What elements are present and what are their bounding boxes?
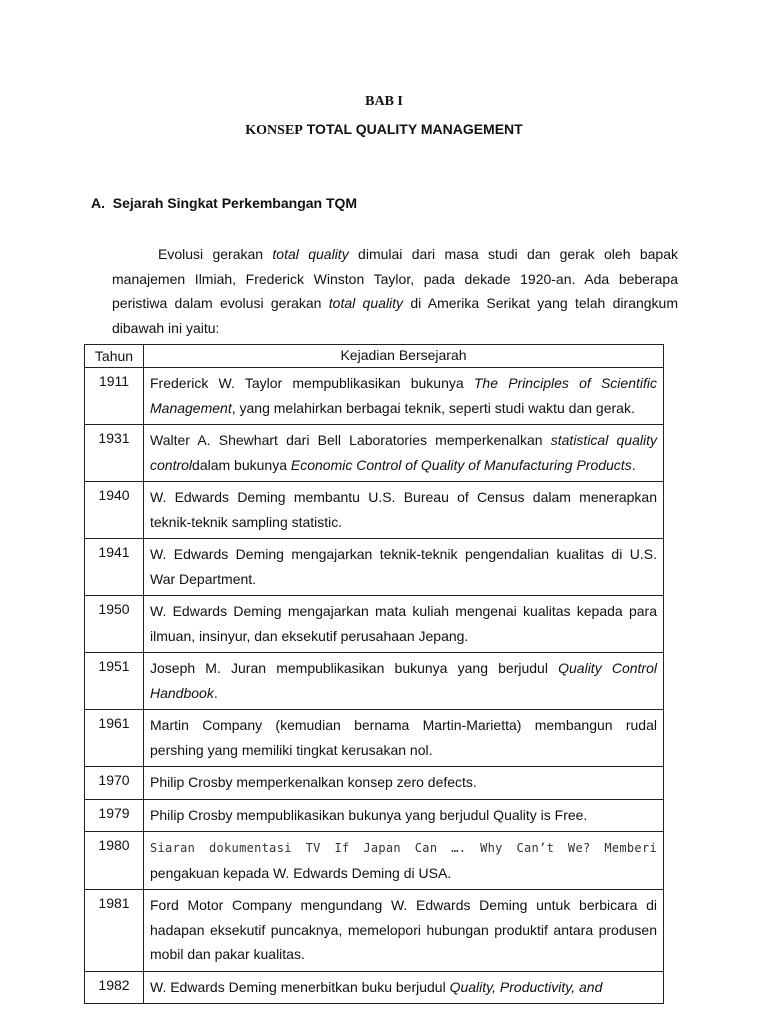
intro-text-1: Evolusi gerakan (158, 246, 273, 262)
row-event (144, 482, 664, 539)
event-i: statistical quality control (150, 432, 657, 473)
row-year: 1980 (85, 832, 144, 890)
row-event (144, 368, 664, 425)
chapter-title-rest: TOTAL QUALITY MANAGEMENT (306, 121, 523, 137)
intro-text-2: dimulai dari masa studi dan gerak oleh bapak manajemen Ilmiah, Frederick Winston Taylor, pada dekade 1920-an. Ada beberapa peristiwa dalam evolusi gerakan (112, 246, 678, 311)
row-year: 1961 (85, 710, 144, 767)
chapter-title (0, 121, 768, 139)
event-i: The Principles of Scientific Management (150, 375, 657, 416)
table-row (85, 596, 664, 653)
history-table (84, 344, 664, 1004)
row-event (144, 799, 664, 832)
row-event (144, 596, 664, 653)
row-event (144, 832, 664, 890)
event-a: Ford Motor Company mengundang W. Edwards Deming untuk berbicara di hadapan eksekutif puncaknya, memelopori hubungan produktif antara produsen mobil dan pakar kualitas. (150, 897, 657, 962)
event-m: Siaran dokumentasi TV If Japan Can …. Why Can’t We? Memberi (150, 841, 657, 855)
header-year: Tahun (85, 345, 144, 368)
row-event (144, 890, 664, 972)
event-a: W. Edwards Deming mengajarkan mata kuliah mengenai kualitas kepada para ilmuan, insinyur, dan eksekutif perusahaan Jepang. (150, 603, 657, 644)
table-row (85, 539, 664, 596)
event-a: Martin Company (kemudian bernama Martin-Marietta) membangun rudal pershing yang memiliki tingkat kerusakan nol. (150, 717, 657, 758)
row-year: 1979 (85, 799, 144, 832)
row-year: 1951 (85, 653, 144, 710)
table-row (85, 890, 664, 972)
event-i: Quality, Productivity, and (449, 978, 603, 995)
intro-term-2: total quality (328, 295, 404, 311)
row-year: 1940 (85, 482, 144, 539)
table-row (85, 971, 664, 1004)
event-a: W. Edwards Deming menerbitkan buku berjudul (150, 978, 450, 995)
event-b: dalam bukunya (192, 456, 291, 473)
row-year: 1970 (85, 767, 144, 800)
event-i2: Economic Control of Quality of Manufacturing Products (290, 456, 632, 473)
event-b: , yang melahirkan berbagai teknik, seperti studi waktu dan gerak. (231, 399, 635, 416)
event-b: . (213, 684, 218, 701)
row-year: 1950 (85, 596, 144, 653)
event-c: . (631, 456, 636, 473)
row-event (144, 539, 664, 596)
intro-text-3: di Amerika Serikat yang telah dirangkum dibawah ini yaitu: (112, 295, 678, 336)
event-a: W. Edwards Deming mengajarkan teknik-teknik pengendalian kualitas di U.S. War Department. (150, 546, 657, 587)
event-a: Philip Crosby memperkenalkan konsep zero defects. (150, 774, 477, 790)
intro-term-1: total quality (272, 246, 349, 262)
event-a: Walter A. Shewhart dari Bell Laboratories memperkenalkan (150, 432, 551, 448)
event-a: pengakuan kepada W. Edwards Deming di USA. (150, 864, 452, 881)
table-row (85, 832, 664, 890)
event-i: Quality Control Handbook (150, 660, 657, 701)
row-event (144, 767, 664, 800)
section-title: A. Sejarah Singkat Perkembangan TQM (91, 195, 358, 211)
intro-paragraph (112, 242, 678, 340)
event-a: W. Edwards Deming membantu U.S. Bureau of Census dalam menerapkan teknik-teknik sampling statistic. (150, 489, 657, 530)
row-year: 1941 (85, 539, 144, 596)
row-year: 1911 (85, 368, 144, 425)
table-row (85, 767, 664, 800)
row-event (144, 653, 664, 710)
row-event (144, 710, 664, 767)
table-row (85, 799, 664, 832)
table-row (85, 482, 664, 539)
row-event (144, 425, 664, 482)
table-row (85, 368, 664, 425)
chapter-number: BAB I (365, 94, 403, 109)
event-a: Philip Crosby mempublikasikan bukunya yang berjudul Quality is Free. (150, 806, 588, 823)
table-row (85, 710, 664, 767)
table-row (85, 653, 664, 710)
event-a: Joseph M. Juran mempublikasikan bukunya yang berjudul (150, 660, 559, 676)
table-header-row (85, 345, 664, 368)
event-a: Frederick W. Taylor mempublikasikan bukunya (150, 375, 474, 391)
row-year: 1981 (85, 890, 144, 972)
header-event: Kejadian Bersejarah (144, 345, 664, 368)
table-row (85, 425, 664, 482)
chapter-title-prefix: KONSEP (245, 123, 303, 138)
row-year: 1982 (85, 971, 144, 1004)
row-event (144, 971, 664, 1004)
row-year: 1931 (85, 425, 144, 482)
